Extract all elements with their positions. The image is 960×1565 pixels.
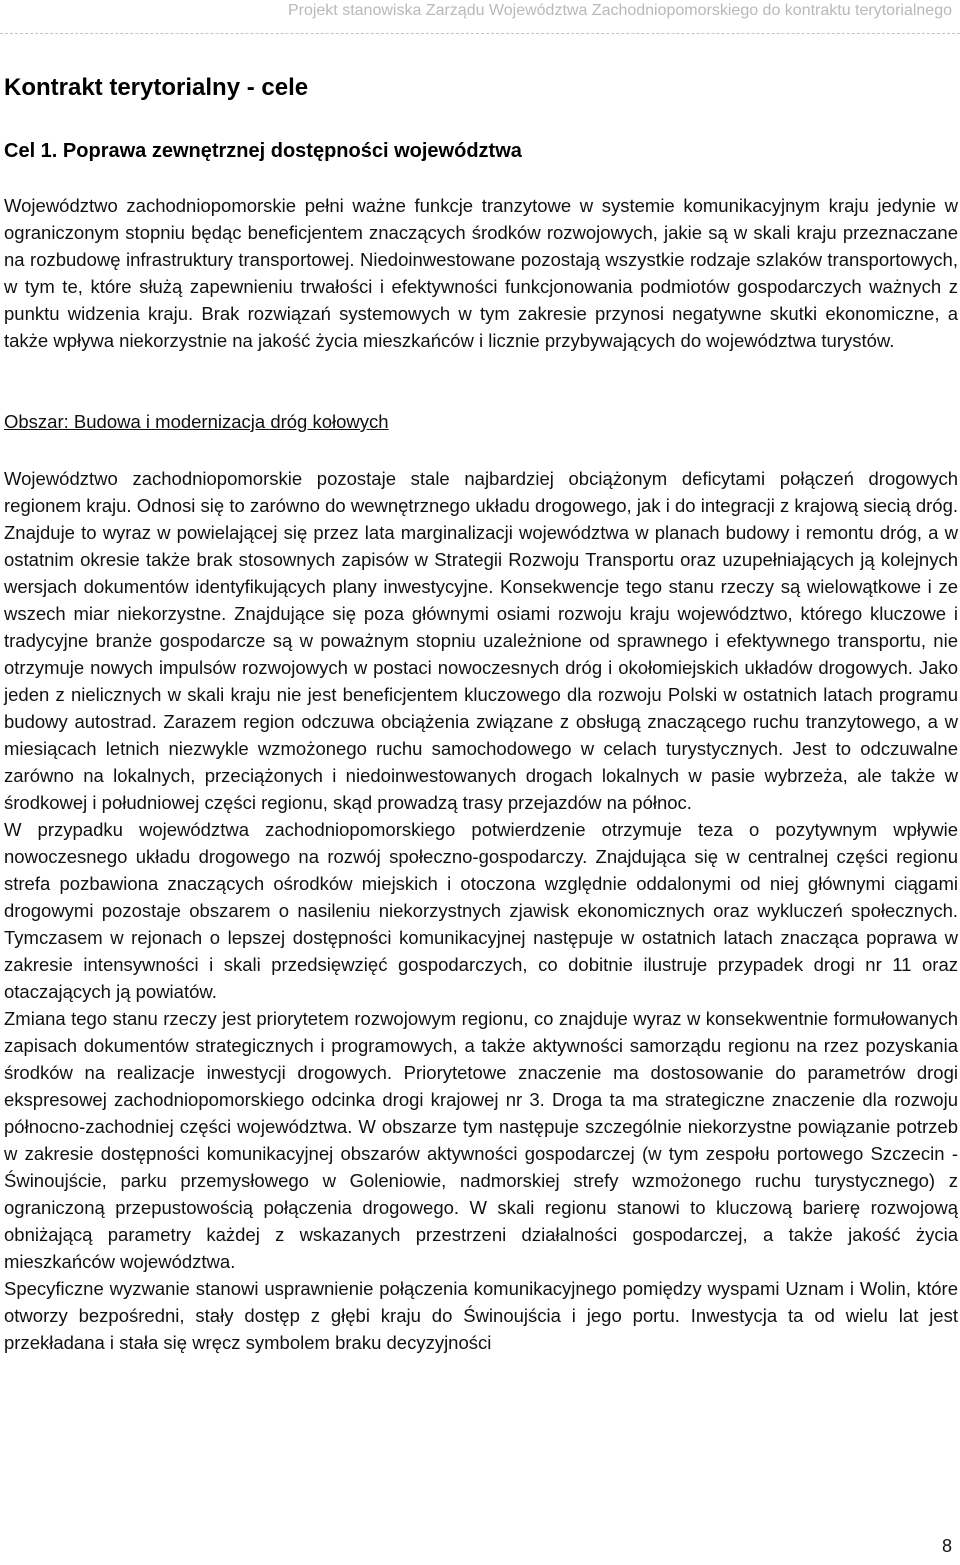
body-paragraph-1: Województwo zachodniopomorskie pozostaje stale najbardziej obciążonym deficytami połączeń drogowych regionem kraju. Odnosi się to zarówno do wewnętrznego układu drogowego, jak i do integracji z krajową siecią dróg. Znajduje to wyraz w powielającej się przez lata marginalizacji województwa w planach budowy i remontu dróg, a w ostatnim okresie także brak stosownych zapisów w Strategii Rozwoju Transportu oraz uzupełniających ją kolejnych wersjach dokumentów identyfikujących plany inwestycyjne. Konsekwencje tego stanu rzeczy są wielowątkowe i ze wszech miar niekorzystne. Znajdujące się poza głównymi osiami rozwoju kraju województwo, którego kluczowe i tradycyjne branże gospodarcze są w poważnym stopniu uzależnione od sprawnego i efektywnego transportu, nie otrzymuje nowych impulsów rozwojowych w postaci nowoczesnych dróg i okołomiejskich układów drogowych. Jako jeden z nielicznych w skali kraju nie jest beneficjentem kluczowego dla rozwoju Polski w ostatnich latach programu budowy autostrad. Zarazem region odczuwa obciążenia związane z obsługą znaczącego ruchu tranzytowego, a w miesiącach letnich niezwykle wzmożonego ruchu samochodowego w celach turystycznych. Jest to odczuwalne zarówno na lokalnych, przeciążonych i niedoinwestowanych drogach lokalnych w pasie wybrzeża, ale także w środkowej i południowej części regionu, skąd prowadzą trasy przejazdów na północ. — [4, 468, 958, 813]
intro-paragraph: Województwo zachodniopomorskie pełni ważne funkcje tranzytowe w systemie komunikacyjnym kraju jedynie w ograniczonym stopniu będąc beneficjentem znaczących środków rozwojowych, jakie są w skali kraju przeznaczane na rozbudowę infrastruktury transportowej. Niedoinwestowane pozostają wszystkie rodzaje szlaków transportowych, w tym te, które służą zapewnieniu trwałości i efektywności funkcjonowania podmiotów gospodarczych ważnych z punktu widzenia kraju. Brak rozwiązań systemowych w tym zakresie przynosi negatywne skutki ekonomiczne, a także wpływa niekorzystnie na jakość życia mieszkańców i licznie przybywających do województwa turystów. — [4, 195, 958, 351]
body-paragraph-3: Zmiana tego stanu rzeczy jest priorytetem rozwojowym regionu, co znajduje wyraz w konsekwentnie formułowanych zapisach dokumentów strategicznych i programowych, a także aktywności samorządu regionu na rzez pozyskania środków na realizacje inwestycji drogowych. Priorytetowe znaczenie ma dostosowanie do parametrów drogi ekspresowej zachodniopomorskiego odcinka drogi krajowej nr 3. Droga ta ma strategiczne znaczenie dla rozwoju północno-zachodniej części województwa. W obszarze tym następuje szczególnie niekorzystne powiązanie potrzeb w zakresie dostępności komunikacyjnej obszarów aktywności gospodarczej (w tym zespołu portowego Szczecin - Świnoujście, parku przemysłowego w Goleniowie, nadmorskiej strefy wzmożonego ruchu turystycznego) z ograniczoną przepustowością połączenia drogowego. W skali regionu stanowi to kluczową barierę rozwojową obniżającą parametry każdej z wskazanych przestrzeni działalności gospodarczej, a także jakość życia mieszkańców województwa. — [4, 1008, 958, 1272]
body-paragraph-2: W przypadku województwa zachodniopomorskiego potwierdzenie otrzymuje teza o pozytywnym wpływie nowoczesnego układu drogowego na rozwój społeczno-gospodarczy. Znajdująca się w centralnej części regionu strefa pozbawiona znaczących ośrodków miejskich i otoczona względnie oddalonymi od niej głównymi ciągami drogowymi pozostaje obszarem o nasileniu niekorzystnych zjawisk ekonomicznych oraz wykluczeń społecznych. Tymczasem w rejonach o lepszej dostępności komunikacyjnej następuje w ostatnich latach znacząca poprawa w zakresie intensywności i skali przedsięwzięć gospodarczych, co dobitnie ilustruje przypadek drogi nr 11 oraz otaczających ją powiatów. — [4, 819, 958, 1002]
body-paragraph-4: Specyficzne wyzwanie stanowi usprawnienie połączenia komunikacyjnego pomiędzy wyspami Uznam i Wolin, które otworzy bezpośredni, stały dostęp z głębi kraju do Świnoujścia i jego portu. Inwestycja ta od wielu lat jest przekładana i stała się wręcz symbolem braku decyzyjności — [4, 1278, 958, 1353]
running-header: Projekt stanowiska Zarządu Województwa Zachodniopomorskiego do kontraktu terytorialnego — [287, 2, 952, 19]
area-heading: Obszar: Budowa i modernizacja dróg kołowych — [4, 411, 389, 432]
goal-title: Cel 1. Poprawa zewnętrznej dostępności województwa — [4, 140, 522, 162]
intro-block — [4, 192, 958, 354]
area-body — [4, 465, 958, 1356]
section-title: Kontrakt terytorialny - cele — [4, 74, 309, 101]
page-number: 8 — [941, 1536, 952, 1556]
header-divider — [0, 33, 960, 34]
